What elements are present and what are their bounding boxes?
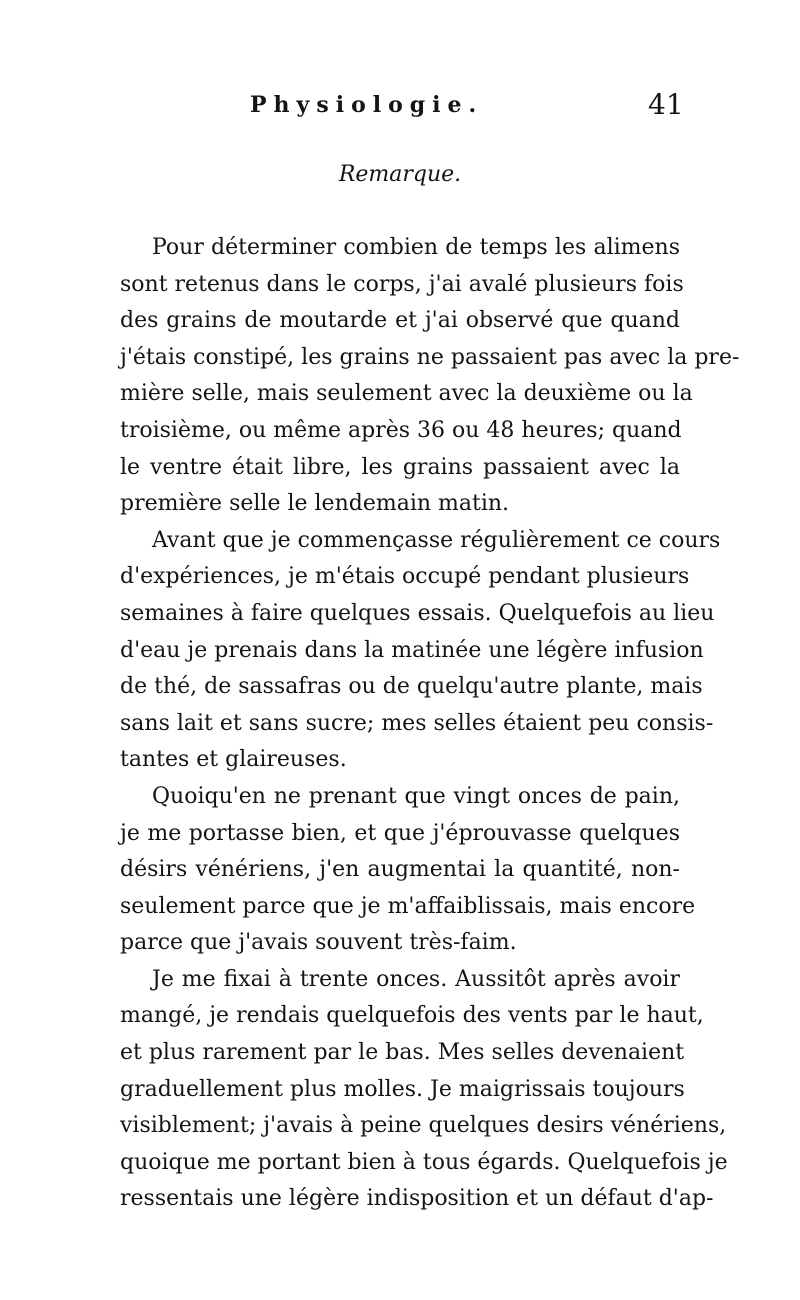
text-line: d'expériences, je m'étais occupé pendant plusieurs [120, 564, 690, 590]
text-line: des grains de moutarde et j'ai observé que quand [120, 308, 680, 334]
text-line: quoique me portant bien à tous égards. Quelquefois je [120, 1149, 728, 1175]
text-line: parce que j'avais souvent très-faim. [120, 930, 517, 956]
text-line: mangé, je rendais quelquefois des vents par le haut, [120, 1003, 704, 1029]
text-line: ressentais une légère indisposition et un défaut d'ap- [120, 1186, 714, 1212]
text-line: tantes et glaireuses. [120, 747, 347, 773]
text-line: sont retenus dans le corps, j'ai avalé plusieurs fois [120, 271, 684, 297]
text-line: seulement parce que je m'affaiblissais, mais encore [120, 893, 696, 919]
text-line: de thé, de sassafras ou de quelqu'autre plante, mais [120, 674, 703, 700]
page-number: 41 [648, 88, 684, 121]
text-line: troisième, ou même après 36 ou 48 heures; quand [120, 417, 682, 443]
text-line: sans lait et sans sucre; mes selles étaient peu consis- [120, 710, 714, 736]
text-line: et plus rarement par le bas. Mes selles devenaient [120, 1040, 685, 1066]
paragraph [120, 962, 728, 1218]
text-line: le ventre était libre, les grains passaient avec la [120, 454, 680, 480]
text-line: Avant que je commençasse régulièrement ce cours [152, 527, 721, 553]
text-line: je me portasse bien, et que j'éprouvasse quelques [120, 820, 680, 846]
paragraph [120, 779, 696, 962]
text-line: mière selle, mais seulement avec la deuxième ou la [120, 381, 693, 407]
text-line: d'eau je prenais dans la matinée une légère infusion [120, 637, 704, 663]
text-line: semaines à faire quelques essais. Quelquefois au lieu [120, 600, 715, 626]
text-line: graduellement plus molles. Je maigrissais toujours [120, 1076, 685, 1102]
section-subheading: Remarque. [338, 162, 462, 187]
text-line: première selle le lendemain matin. [120, 491, 510, 517]
paragraph [120, 523, 721, 779]
text-line: visiblement; j'avais à peine quelques desirs vénériens, [120, 1113, 727, 1139]
text-line: Pour déterminer combien de temps les alimens [152, 235, 680, 260]
body-text [120, 230, 740, 1218]
text-line: Je me fixai à trente onces. Aussitôt après avoir [152, 966, 680, 992]
paragraph [120, 230, 740, 523]
text-line: j'étais constipé, les grains ne passaient pas avec la pre- [120, 344, 740, 370]
running-head: Physiologie. [250, 92, 484, 118]
text-line: désirs vénériens, j'en augmentai la quantité, non- [120, 857, 680, 883]
text-line: Quoiqu'en ne prenant que vingt onces de pain, [152, 783, 680, 809]
